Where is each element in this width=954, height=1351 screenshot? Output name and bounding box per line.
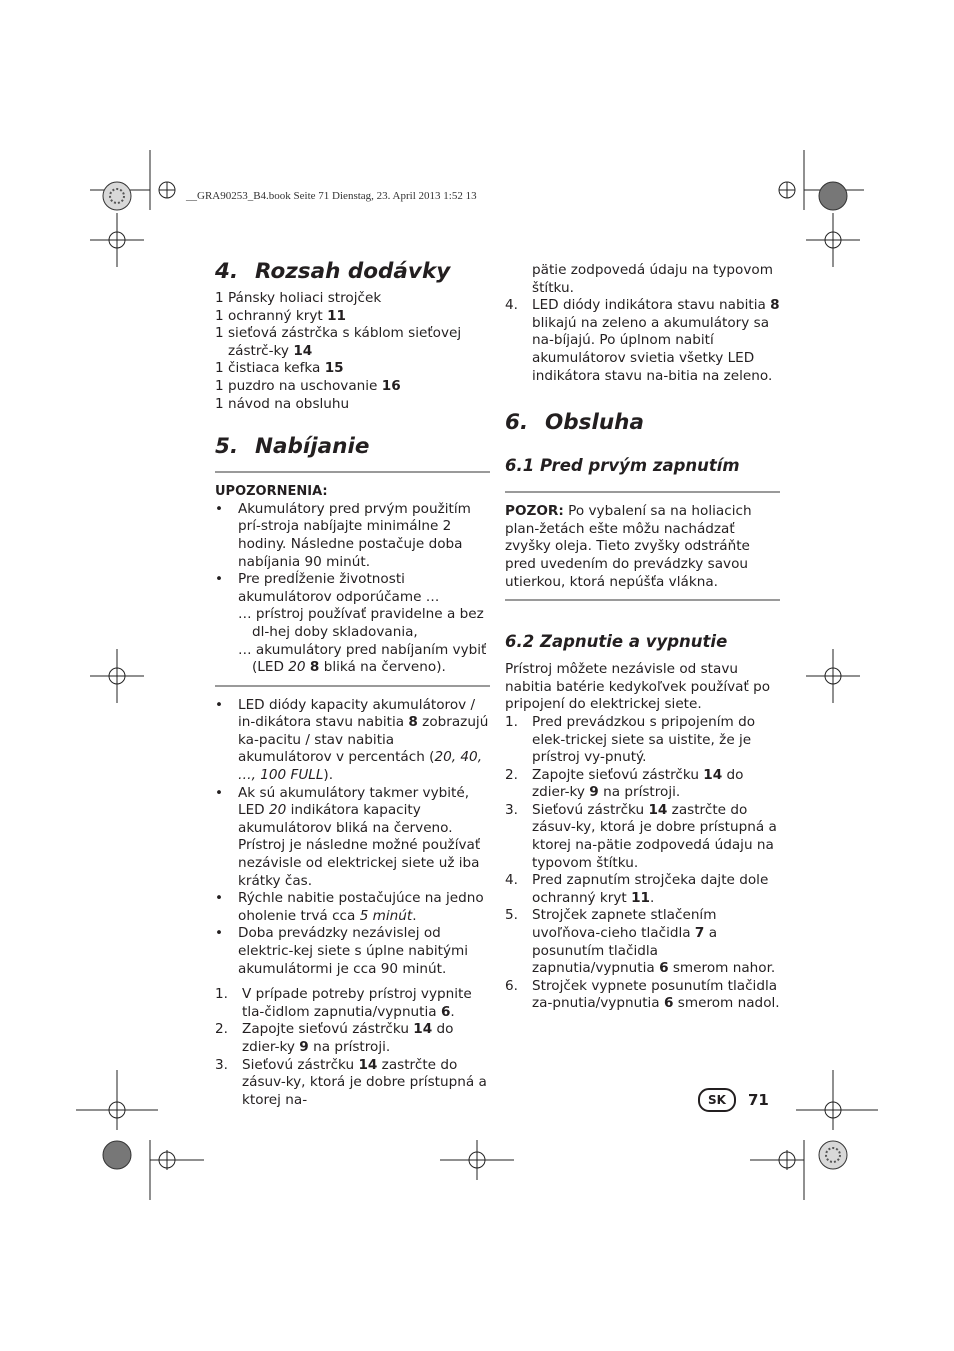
list-item: • Pre predĺženie životnosti akumulátorov odporúčame … [215,571,440,605]
left-column [215,258,490,1109]
list-item: 1 puzdro na uschovanie 16 [215,377,401,394]
charging-steps [215,986,490,1109]
right-column [505,262,780,1013]
language-badge: SK [698,1088,736,1112]
list-item: • Rýchle nabitie postačujúce na jedno oholenie trvá cca 5 minút. [215,890,484,924]
section-6-1-heading: 6.1 Pred prvým zapnutím [505,456,740,476]
divider [215,471,490,473]
intro-paragraph: Prístroj môžete nezávisle od stavu nabitia batérie kedykoľvek používať po pripojení do elektrickej siete. [505,661,771,713]
list-item: • LED diódy kapacity akumulátorov / in-dikátora stavu nabitia 8 zobrazujú ka-pacitu / stav nabitia akumulátorov v percentách (20, 40, …, 100 FULL). [215,696,489,784]
divider [215,685,490,687]
list-item: 1 návod na obsluhu [215,395,350,412]
section-5-heading: 5. Nabíjanie [215,434,370,460]
list-item: 1 Pánsky holiaci strojček [215,290,382,306]
led-info-list [215,697,490,979]
contents-list [215,290,490,413]
list-item: 1. Pred prevádzkou s pripojením do elek-trickej siete sa uistite, že je prístroj vy-pnutý. [505,713,756,766]
list-item: 1 čistiaca kefka 15 [215,360,344,377]
list-item: 3. Sieťovú zástrčku 14 zastrčte do zásuv-ky, ktorá je dobre prístupná a ktorej na-pätie zodpovedá údaju na typovom štítku. [505,801,777,871]
list-item: 5. Strojček zapnete stlačením uvoľňova-cieho tlačidla 7 a posunutím tlačidla zapnutia/vypnutia 6 smerom nahor. [505,907,776,977]
page-number: 71 [748,1091,769,1109]
print-header: __GRA90253_B4.book Seite 71 Dienstag, 23. April 2013 1:52 13 [186,190,477,202]
list-item: 2. Zapojte sieťovú zástrčku 14 do zdier-ky 9 na prístroji. [215,1021,454,1055]
list-item: 3. Sieťovú zástrčku 14 zastrčte do zásuv-ky, ktorá je dobre prístupná a ktorej na- [215,1056,487,1108]
section-6-heading: 6. Obsluha [505,410,644,436]
list-item: 6. Strojček vypnete posunutím tlačidla za-pnutia/vypnutia 6 smerom nadol. [505,977,780,1012]
divider [505,599,780,601]
list-item: • Doba prevádzky nezávislej od elektric-kej siete s úplne nabitými akumulátormi je cca 90 minút. [215,925,469,977]
section-6-2-heading: 6.2 Zapnutie a vypnutie [505,632,728,652]
page-footer [698,1088,769,1112]
caution-paragraph: POZOR: Po vybalení sa na holiacich plan-žetách ešte môžu nachádzať zvyšky oleja. Tieto zvyšky odstráňte pred uvedením do prevádzky savou utierkou, ktorá nepúšťa vlákna. [505,503,752,590]
list-item-continued: pätie zodpovedá údaju na typovom štítku. [532,262,773,296]
list-item: • Ak sú akumulátory takmer vybité, LED 20 indikátora kapacity akumulátorov bliká na červeno. Prístroj je následne možné používať nezávisle od elektrickej siete už iba krátky čas. [215,784,481,889]
list-subitem: … prístroj používať pravidelne a bez dl-hej doby skladovania, [238,606,484,640]
list-item: 2. Zapojte sieťovú zástrčku 14 do zdier-ky 9 na prístroji. [505,766,744,801]
list-item: 4. LED diódy indikátora stavu nabitia 8 blikajú na zeleno a akumulátory sa na-bíjajú. Po úplnom nabití akumulátorov svietia všetky LED indikátora stavu na-bitia na zeleno. [505,297,780,384]
section-4-heading: 4. Rozsah dodávky [215,259,451,284]
list-item: 1. V prípade potreby prístroj vypnite tla-čidlom zapnutia/vypnutia 6. [215,986,472,1020]
warnings-label: UPOZORNENIA: [215,484,328,500]
list-subitem: … akumulátory pred nabíjaním vybiť (LED 20 8 bliká na červeno). [238,641,487,676]
list-item: • Akumulátory pred prvým použitím prí-stroja nabíjajte minimálne 2 hodiny. Následne postačuje doba nabíjania 90 minút. [215,500,471,570]
list-item: 1 ochranný kryt 11 [215,307,346,324]
list-item: 4. Pred zapnutím strojčeka dajte dole ochranný kryt 11. [505,872,769,906]
divider [505,491,780,493]
list-item: 1 sieťová zástrčka s káblom sieťovej zástrč-ky 14 [215,325,462,359]
